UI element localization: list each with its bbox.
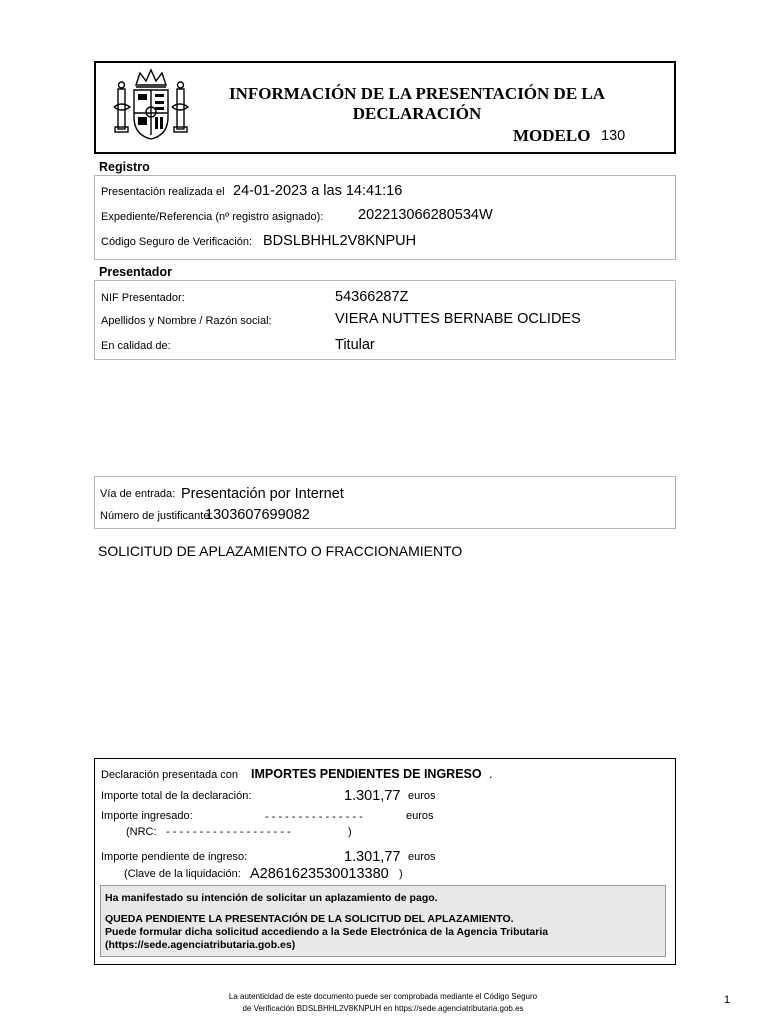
- expediente-label: Expediente/Referencia (nº registro asignado):: [101, 211, 324, 223]
- solicitud-title: SOLICITUD DE APLAZAMIENTO O FRACCIONAMIENTO: [98, 543, 463, 559]
- nombre-value: VIERA NUTTES BERNABE OCLIDES: [335, 311, 581, 327]
- nif-value: 54366287Z: [335, 289, 409, 305]
- registro-section-title: Registro: [99, 160, 150, 174]
- ingresado-value: - - - - - - - - - - - - - - -: [265, 811, 363, 823]
- footer-line1: La autenticidad de este documento puede ser comprobada mediante el Código Seguro: [228, 992, 538, 1001]
- justificante-label: Número de justificante:: [100, 510, 213, 522]
- expediente-value: 202213066280534W: [358, 207, 493, 223]
- modelo-label: MODELO: [513, 126, 591, 145]
- clave-label: (Clave de la liquidación:: [124, 868, 241, 880]
- modelo-value: 130: [601, 128, 626, 144]
- footer-line2: de Verificación BDSLBHHL2V8KNPUH en https://sede.agenciatributaria.gob.es: [242, 1004, 524, 1013]
- nrc-close: ): [348, 826, 352, 838]
- aviso-line4: (https://sede.agenciatributaria.gob.es): [105, 939, 296, 951]
- via-value: Presentación por Internet: [181, 486, 344, 502]
- justificante-value: 1303607699082: [205, 507, 310, 523]
- pendiente-value: 1.301,77: [344, 849, 401, 865]
- csv-label: Código Seguro de Verificación:: [101, 236, 253, 248]
- spain-coat-of-arms-icon: [112, 67, 190, 143]
- document-title-line1: INFORMACIÓN DE LA PRESENTACIÓN DE LA: [228, 84, 606, 103]
- nif-label: NIF Presentador:: [101, 292, 185, 304]
- aviso-line1: Ha manifestado su intención de solicitar un aplazamiento de pago.: [105, 892, 438, 904]
- pendiente-unit: euros: [408, 851, 436, 863]
- pendiente-label: Importe pendiente de ingreso:: [101, 851, 248, 863]
- presentacion-label: Presentación realizada el: [101, 186, 225, 198]
- aviso-line3: Puede formular dicha solicitud accediendo a la Sede Electrónica de la Agencia Tributaria: [105, 926, 549, 938]
- ingresado-label: Importe ingresado:: [101, 810, 193, 822]
- presentacion-value: 24-01-2023 a las 14:41:16: [233, 183, 403, 199]
- aviso-line2: QUEDA PENDIENTE LA PRESENTACIÓN DE LA SOLICITUD DEL APLAZAMIENTO.: [105, 913, 514, 925]
- clave-value: A2861623530013380: [250, 866, 389, 882]
- presentador-section-title: Presentador: [99, 265, 172, 279]
- total-label: Importe total de la declaración:: [101, 790, 252, 802]
- declaracion-end: .: [489, 767, 493, 781]
- declaracion-value: IMPORTES PENDIENTES DE INGRESO: [251, 767, 482, 781]
- nrc-label: (NRC:: [126, 826, 157, 838]
- document-title-line2: DECLARACIÓN: [352, 104, 482, 123]
- total-unit: euros: [408, 790, 436, 802]
- page-number: 1: [724, 994, 731, 1006]
- total-value: 1.301,77: [344, 788, 401, 804]
- clave-close: ): [399, 868, 403, 880]
- declaracion-label: Declaración presentada con: [101, 769, 238, 781]
- nrc-value: - - - - - - - - - - - - - - - - - - -: [166, 826, 291, 838]
- ingresado-unit: euros: [406, 810, 434, 822]
- via-label: Vía de entrada:: [100, 488, 176, 500]
- calidad-value: Titular: [335, 337, 375, 353]
- calidad-label: En calidad de:: [101, 340, 171, 352]
- nombre-label: Apellidos y Nombre / Razón social:: [101, 315, 272, 327]
- csv-value: BDSLBHHL2V8KNPUH: [263, 233, 417, 249]
